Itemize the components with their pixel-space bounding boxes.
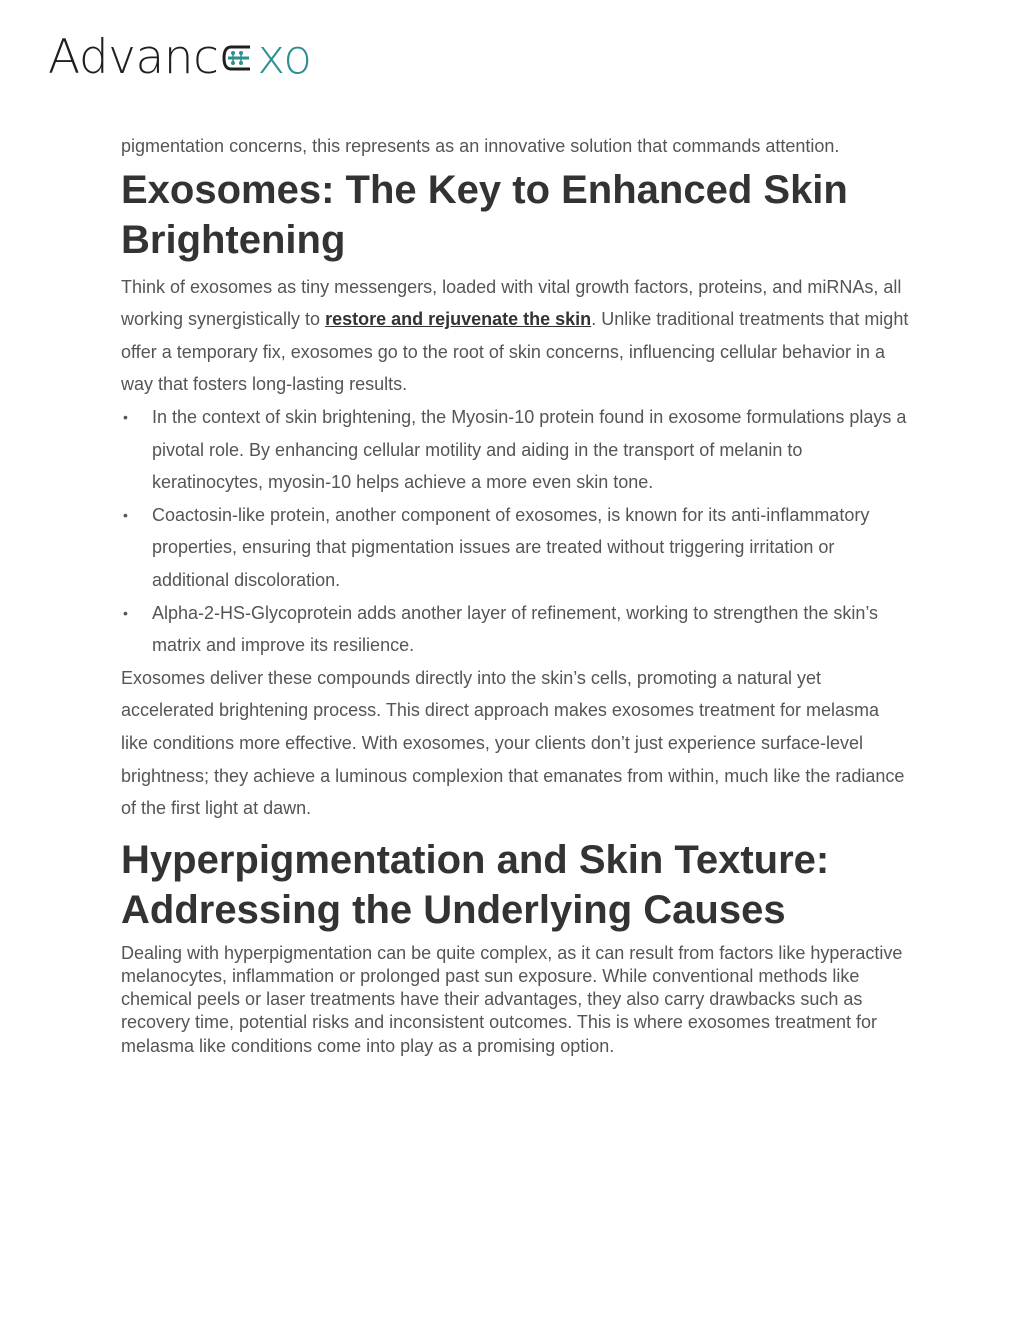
- benefits-list: [121, 401, 911, 662]
- section2-heading: Hyperpigmentation and Skin Texture: Addressing the Underlying Causes: [121, 837, 830, 932]
- advancexo-logo: [48, 30, 338, 85]
- bullet-icon: •: [123, 408, 128, 425]
- section2-paragraph-1: Dealing with hyperpigmentation can be quite complex, as it can result from factors like hyperactive melanocytes, inflammation or prolonged past sun exposure. While conventional methods like chemical peels or laser treatments have their advantages, they also carry drawbacks such as recovery time, potential risks and inconsistent outcomes. This is where exosomes treatment for melasma like conditions come into play as a promising option.: [121, 942, 903, 1056]
- list-item-text: Coactosin-like protein, another component of exosomes, is known for its anti-inflammatory properties, ensuring that pigmentation issues are treated without triggering irritation or additional discoloration.: [152, 504, 870, 590]
- logo-e-mark-icon: [219, 38, 255, 78]
- section1-paragraph-1: [121, 271, 911, 401]
- list-item-text: Alpha-2-HS-Glycoprotein adds another layer of refinement, working to strengthen the skin’s matrix and improve its resilience.: [152, 602, 879, 656]
- restore-rejuvenate-link[interactable]: restore and rejuvenate the skin: [325, 309, 592, 330]
- logo-wordmark: [48, 30, 312, 85]
- list-item-text: In the context of skin brightening, the Myosin-10 protein found in exosome formulations plays a pivotal role. By enhancing cellular motility and aiding in the transport of melanin to keratinocytes, myosin-10 helps achieve a more even skin tone.: [152, 406, 907, 493]
- section1-para1-before: Think of exosomes as tiny messengers, loaded with vital growth factors, proteins, and miRNAs, all working synergistically to: [121, 276, 902, 330]
- section1-para1-after: . Unlike traditional treatments that might offer a temporary fix, exosomes go to the root of skin concerns, influencing cellular behavior in a way that fosters long-lasting results.: [121, 309, 909, 395]
- bullet-icon: •: [123, 604, 128, 621]
- intro-paragraph: pigmentation concerns, this represents as an innovative solution that commands attention.: [121, 136, 840, 156]
- logo-text-part2: xo: [257, 30, 312, 85]
- bullet-icon: •: [123, 506, 128, 523]
- section1-paragraph-2: Exosomes deliver these compounds directly into the skin’s cells, promoting a natural yet accelerated brightening process. This direct approach makes exosomes treatment for melasma like conditions more effective. With exosomes, your clients don’t just experience surface-level brightness; they achieve a luminous complexion that emanates from within, much like the radiance of the first light at dawn.: [121, 667, 905, 819]
- list-item: [121, 499, 911, 597]
- section1-heading: Exosomes: The Key to Enhanced Skin Brightening: [121, 167, 848, 262]
- article-content: [121, 130, 911, 1058]
- list-item: [121, 597, 911, 662]
- list-item: [121, 401, 911, 499]
- logo-text-part1: Advanc: [48, 30, 219, 85]
